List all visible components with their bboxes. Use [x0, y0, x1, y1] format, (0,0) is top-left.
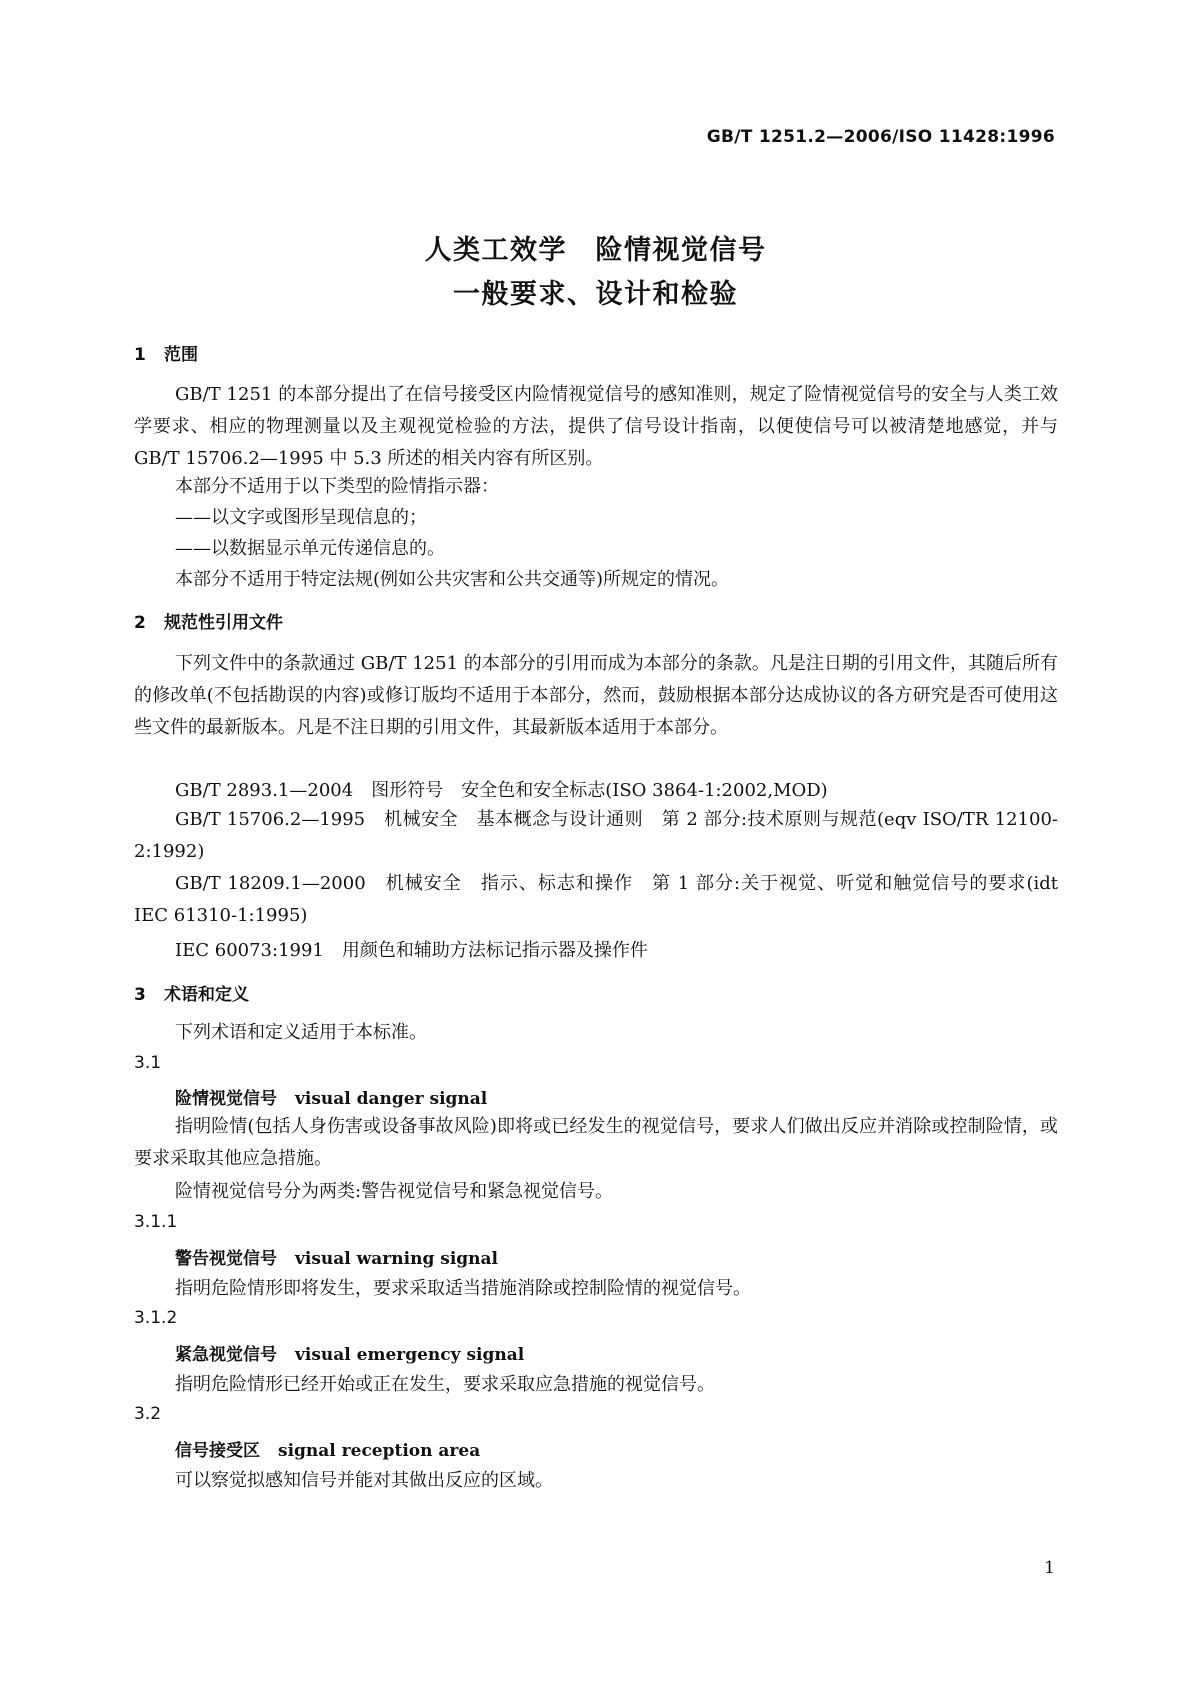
- term-chinese: 紧急视觉信号: [175, 1345, 277, 1365]
- section-1-paragraph-1: GB/T 1251 的本部分提出了在信号接受区内险情视觉信号的感知准则，规定了险情视觉信号的安全与人类工效学要求、相应的物理测量以及主观视觉检验的方法，提供了信号设计指南，以便使信号可以被清楚地感觉，并与 GB/T 15706.2—1995 中 5.3 所述的相关内容有所区别。: [134, 384, 1058, 469]
- section-number: 3: [134, 985, 146, 1005]
- clause-number: 3.1: [134, 1053, 162, 1073]
- document-title-line1: 人类工效学 险情视觉信号: [424, 235, 767, 266]
- section-number: 1: [134, 345, 146, 365]
- section-2-paragraph-1: 下列文件中的条款通过 GB/T 1251 的本部分的引用而成为本部分的条款。凡是注日期的引用文件，其随后所有的修改单(不包括勘误的内容)或修订版均不适用于本部分，然而，鼓励根据本部分达成协议的各方研究是否可使用这些文件的最新版本。凡是不注日期的引用文件，其最新版本适用于本部分。: [134, 653, 1058, 738]
- term-definition: 指明险情(包括人身伤害或设备事故风险)即将或已经发生的视觉信号，要求人们做出反应并消除或控制险情，或要求采取其他应急措施。: [134, 1116, 1058, 1169]
- list-item: ——以数据显示单元传递信息的。: [175, 538, 445, 559]
- section-title: 术语和定义: [164, 985, 249, 1005]
- term-chinese: 警告视觉信号: [175, 1249, 277, 1269]
- section-title: 规范性引用文件: [164, 613, 283, 633]
- term-english: signal reception area: [278, 1441, 481, 1461]
- section-1-paragraph-3: 本部分不适用于特定法规(例如公共灾害和公共交通等)所规定的情况。: [175, 569, 730, 590]
- section-3-intro: 下列术语和定义适用于本标准。: [175, 1022, 427, 1043]
- term-english: visual warning signal: [295, 1249, 498, 1269]
- section-title: 范围: [164, 345, 198, 365]
- clause-number: 3.2: [134, 1404, 162, 1424]
- term-entry: [175, 1084, 487, 1109]
- clause-number: 3.1.1: [134, 1212, 178, 1232]
- term-entry: [175, 1244, 498, 1269]
- standard-id: GB/T 1251.2—2006/ISO 11428:1996: [706, 127, 1055, 147]
- term-entry: [175, 1340, 524, 1365]
- reference-item: GB/T 18209.1—2000 机械安全 指示、标志和操作 第 1 部分:关于视觉、听觉和触觉信号的要求(idt IEC 61310-1:1995): [134, 873, 1058, 926]
- term-definition: 指明危险情形已经开始或正在发生，要求采取应急措施的视觉信号。: [175, 1374, 715, 1395]
- term-english: visual danger signal: [295, 1089, 488, 1109]
- term-english: visual emergency signal: [295, 1345, 525, 1365]
- term-entry: [175, 1436, 480, 1461]
- section-2-heading: [134, 608, 283, 633]
- reference-item: IEC 60073:1991 用颜色和辅助方法标记指示器及操作件: [175, 940, 648, 961]
- term-chinese: 险情视觉信号: [175, 1089, 277, 1109]
- term-note: 险情视觉信号分为两类:警告视觉信号和紧急视觉信号。: [175, 1181, 614, 1202]
- section-1-heading: [134, 340, 198, 365]
- reference-item: GB/T 15706.2—1995 机械安全 基本概念与设计通则 第 2 部分:技术原则与规范(eqv ISO/TR 12100-2:1992): [134, 809, 1058, 862]
- clause-number: 3.1.2: [134, 1308, 178, 1328]
- document-title-line2: 一般要求、设计和检验: [453, 279, 738, 310]
- reference-item: GB/T 2893.1—2004 图形符号 安全色和安全标志(ISO 3864-1:2002,MOD): [175, 780, 828, 801]
- term-definition: 指明危险情形即将发生，要求采取适当措施消除或控制险情的视觉信号。: [175, 1278, 751, 1299]
- term-chinese: 信号接受区: [175, 1441, 260, 1461]
- section-3-heading: [134, 980, 249, 1005]
- section-number: 2: [134, 613, 146, 633]
- list-item: ——以文字或图形呈现信息的；: [175, 507, 427, 528]
- page-number: 1: [1044, 1558, 1055, 1578]
- section-1-paragraph-2: 本部分不适用于以下类型的险情指示器：: [175, 476, 499, 497]
- term-definition: 可以察觉拟感知信号并能对其做出反应的区域。: [175, 1470, 553, 1491]
